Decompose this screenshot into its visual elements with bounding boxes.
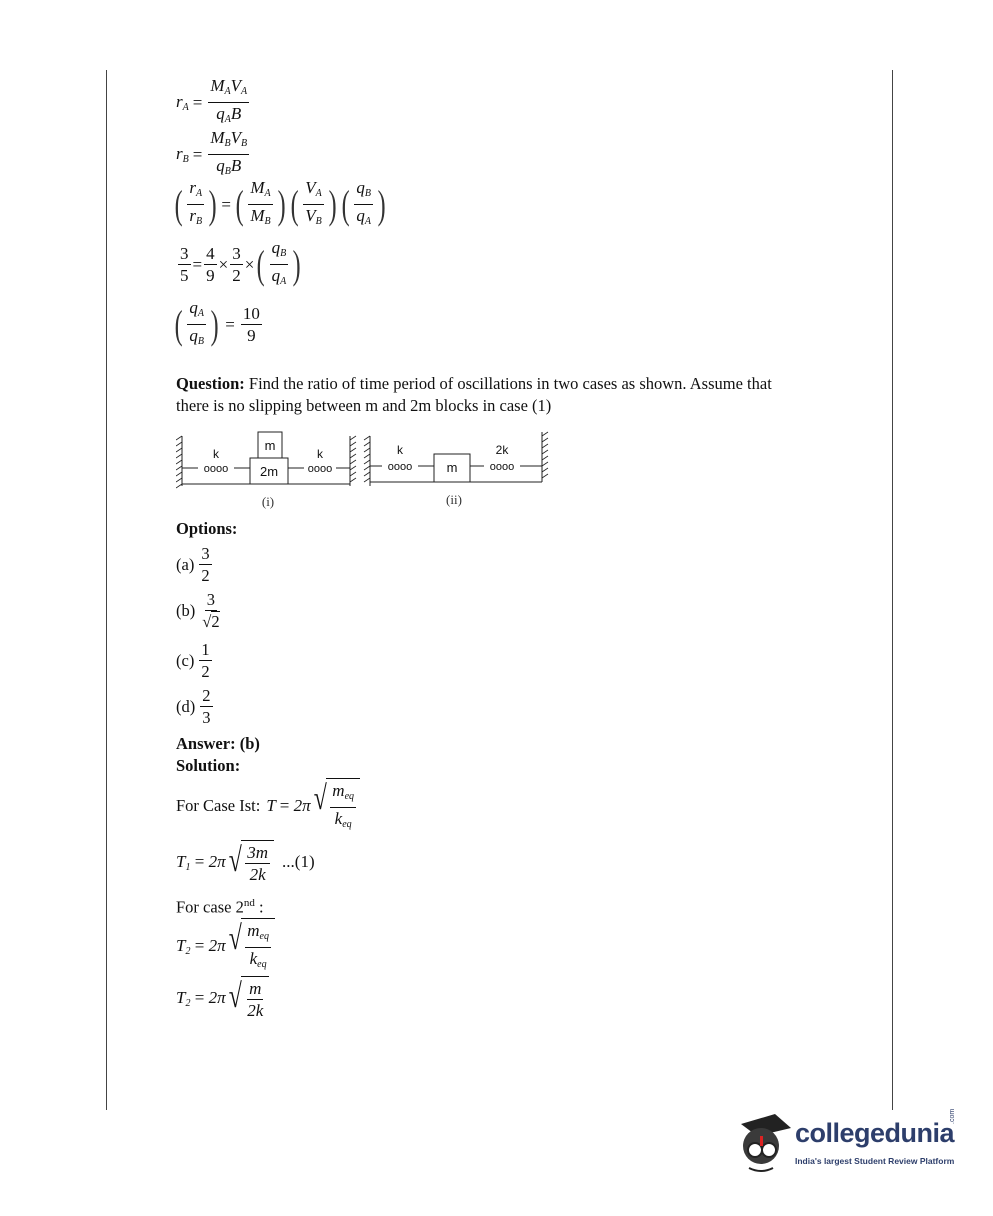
solution-label: Solution: [176,756,241,775]
equation-ra: $r_A$ = $\frac{M_AV_A}{q_AB}$ [176,76,248,125]
question-label: Question: [176,374,245,393]
logo-tagline: India's largest Student Review Platform [795,1156,955,1166]
option-c[interactable]: (c) $\frac{1}{2}$ [176,640,210,681]
coil-left-ii: oooo [387,461,413,473]
solution-case1-formula: For Case Ist: T = 2π √ $\frac{m_{eq}}{k_{eq}}$ [176,778,360,834]
equation-result: ( $\frac{q_A}{q_B}$ ) = $\frac{10}{9}$ [174,298,260,347]
mascot-icon [735,1110,793,1178]
coil-right-i: oooo [307,463,333,475]
solution-t2-specific: $T_2 = 2\pi$ √ $\frac{m}{2k}$ [176,976,269,1020]
option-b[interactable]: (b) $\frac{3}{√2}$ [176,590,220,631]
logo-dotcom: .com [949,1108,956,1124]
spring-block-figure [176,426,556,516]
coil-right-ii: oooo [489,461,515,473]
right-margin-rule [892,70,893,1110]
equation-numeric: $\frac{3}{5}$ = $\frac{4}{9}$ × $\frac{3}{2}$ × ( $\frac{q_B}{q_A}$ ) [180,238,301,287]
wall-left-ii-hatch [364,436,370,482]
solution-case2-text: For case 2nd : [176,897,264,917]
option-d[interactable]: (d) $\frac{2}{3}$ [176,686,211,727]
wall-right-ii-hatch [542,432,548,478]
wall-right-i-hatch [350,436,356,482]
caption-case-i: (i) [261,494,275,509]
label-block-m-ii: m [446,460,458,475]
label-k-left-ii: k [397,443,403,457]
answer-label: Answer: (b) [176,734,260,753]
question-text-line2: there is no slipping between m and 2m blocks in case (1) [176,396,552,415]
equation-ratio: ( $\frac{r_A}{r_B}$ ) = ( $\frac{M_A}{M_B}$ ) ( $\frac{V_A}{V_B}$ ) ( $\frac{q_B}{q_A}$ ) [174,178,386,227]
wall-left-i-hatch [176,436,182,488]
left-margin-rule [106,70,107,1110]
logo-brand: collegedunia [795,1118,955,1148]
solution-t1: $T_1 = 2\pi$ √ $\frac{3m}{2k}$ ...(1) [176,842,315,884]
options-heading: Options: [176,519,238,538]
solution-t2-general: $T_2 = 2\pi$ √ $\frac{m_{eq}}{k_{eq}}$ [176,918,275,974]
label-block-m: m [264,438,276,453]
label-k-right-i: k [317,447,323,461]
label-2k-ii: 2k [495,443,509,457]
collegedunia-logo[interactable] [735,1110,965,1180]
coil-left-i: oooo [203,463,229,475]
label-k-left-i: k [213,447,219,461]
equation-rb: $r_B$ = $\frac{M_BV_B}{q_BB}$ [176,128,248,177]
question-text: Find the ratio of time period of oscillations in two cases as shown. Assume that [248,374,772,393]
caption-case-ii: (ii) [446,492,462,507]
label-block-2m: 2m [259,464,279,479]
option-a[interactable]: (a) $\frac{3}{2}$ [176,544,210,585]
question-block [176,373,866,417]
